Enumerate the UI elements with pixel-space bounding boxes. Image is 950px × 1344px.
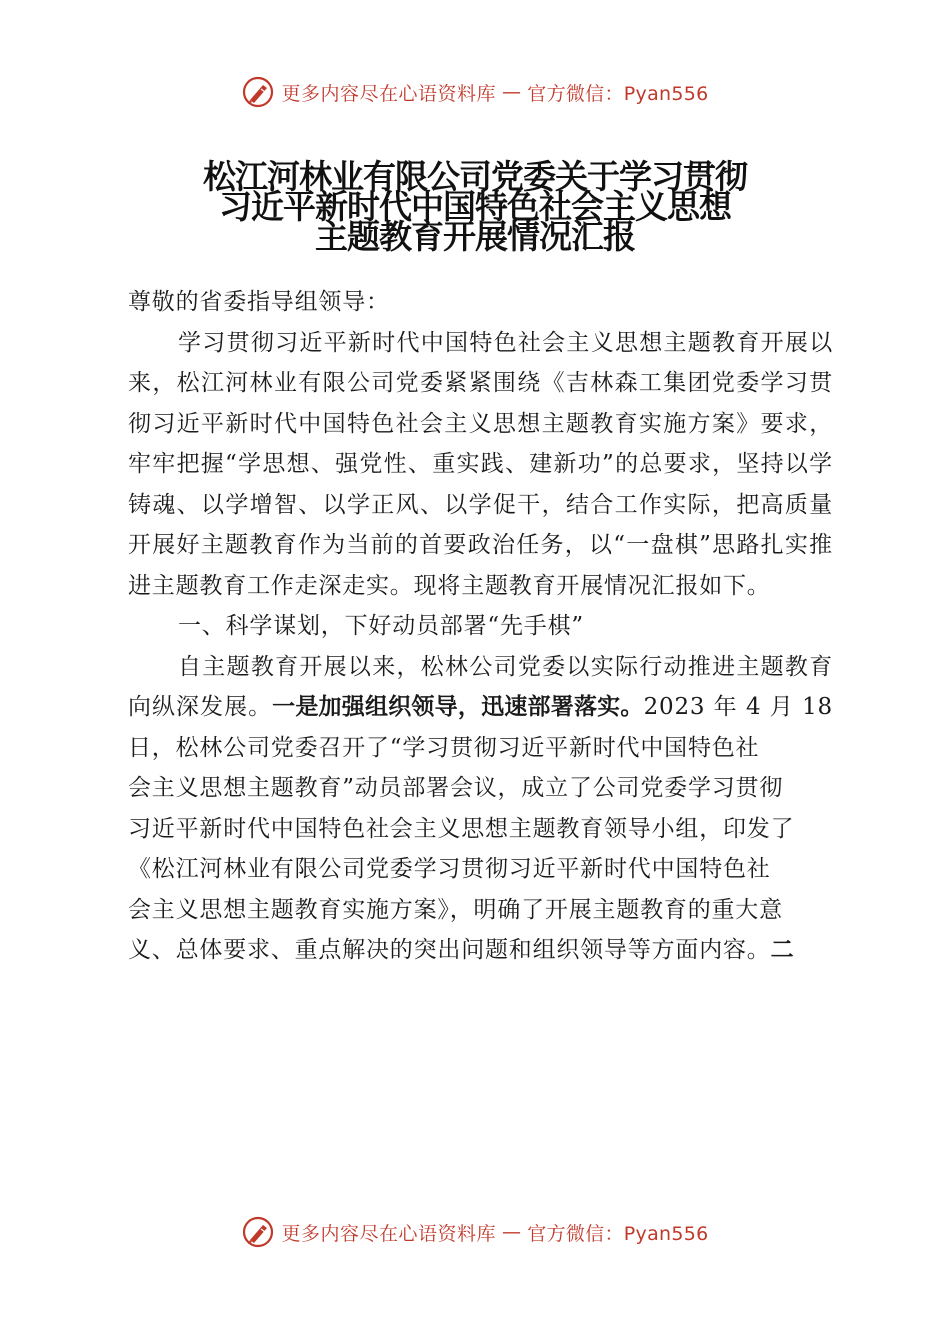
continuation-line-3: 《松江河林业有限公司党委学习贯彻习近平新时代中国特色社 (128, 856, 771, 882)
watermark-contact: 官方微信：Pyan556 (527, 82, 709, 105)
paragraph-organization-start: 自主题教育开展以来，松林公司党委以实际行动推进主题教育向纵深发展。 (128, 653, 833, 720)
continuation-line-2: 习近平新时代中国特色社会主义思想主题教育领导小组，印发了 (128, 815, 795, 842)
watermark-top (0, 72, 950, 112)
document-body (128, 282, 833, 971)
title-line-3: 主题教育开展情况汇报 (315, 217, 635, 256)
continuation-line-5-text: 义、总体要求、重点解决的突出问题和组织领导等方面内容。 (128, 937, 771, 963)
point-one-heading: 一是加强组织领导，迅速部署落实。 (272, 694, 644, 720)
watermark-separator: — (501, 81, 522, 103)
continuation-line-4: 会主义思想主题教育实施方案》，明确了开展主题教育的重大意 (128, 896, 783, 923)
paragraph-organization (128, 647, 833, 769)
title-line-2: 习近平新时代中国特色社会主义思想 (219, 187, 731, 226)
pen-nib-logo-icon (241, 1215, 275, 1249)
watermark-separator: — (501, 1221, 522, 1243)
watermark-contact: 官方微信：Pyan556 (527, 1222, 709, 1245)
section-heading-1: 一、科学谋划，下好动员部署“先手棋” (178, 613, 584, 639)
paragraph-intro: 学习贯彻习近平新时代中国特色社会主义思想主题教育开展以来，松江河林业有限公司党委紧紧围绕《吉林森工集团党委学习贯彻习近平新时代中国特色社会主义思想主题教育实施方案》要求，牢牢把握“学思想、强党性、重实践、建新功”的总要求，坚持以学铸魂、以学增智、以学正风、以学促干，结合工作实际，把高质量开展好主题教育作为当前的首要政治任务，以“一盘棋”思路扎实推进主题教育工作走深走实。现将主题教育开展情况汇报如下。 (128, 329, 833, 599)
document-title (150, 157, 800, 256)
watermark-bottom (0, 1212, 950, 1252)
watermark-brand: 更多内容尽在心语资料库 (281, 82, 496, 105)
paragraph-organization-rest: 2023 年 4 月 18 日，松林公司党委召开了“学习贯彻习近平新时代中国特色社 (128, 694, 833, 761)
continuation-line-5 (128, 930, 833, 971)
watermark-brand: 更多内容尽在心语资料库 (281, 1222, 496, 1245)
title-line-1: 松江河林业有限公司党委关于学习贯彻 (203, 157, 747, 196)
pen-nib-logo-icon (241, 75, 275, 109)
point-two-marker: 二 (770, 937, 794, 963)
continuation-line-1: 会主义思想主题教育”动员部署会议，成立了公司党委学习贯彻 (128, 775, 784, 801)
salutation: 尊敬的省委指导组领导： (128, 289, 390, 315)
